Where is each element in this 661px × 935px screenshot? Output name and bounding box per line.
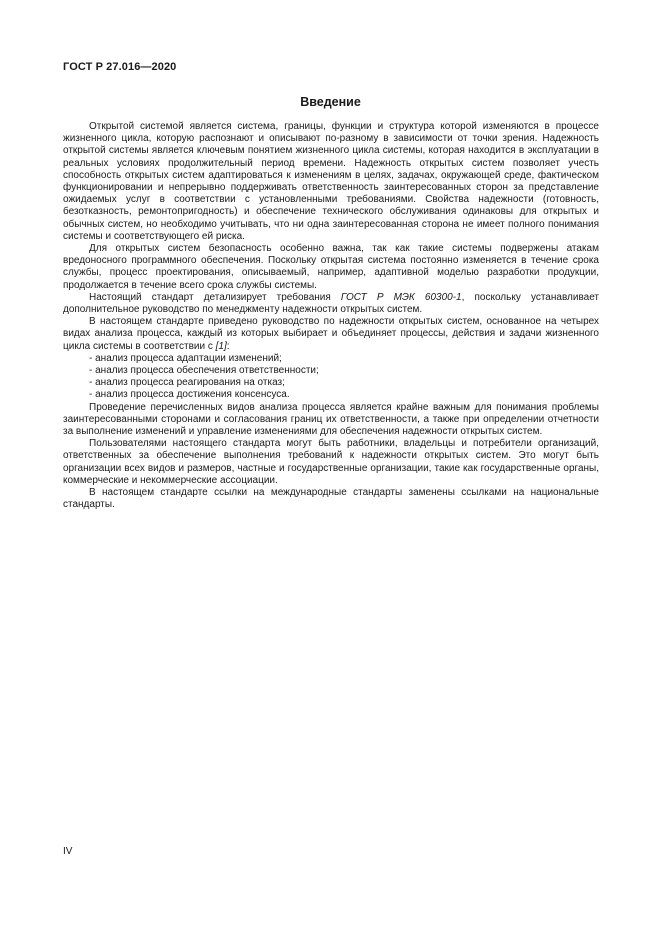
list-item: - анализ процесса реагирования на отказ;	[89, 377, 285, 389]
paragraph-text: , поскольку устанавливает дополнительное руководство по менеджменту надежности открытых систем.	[63, 291, 600, 316]
paragraph: Открытой системой является система, границы, функции и структура которой изменяются в процессе жизненного цикла, которую распознают и описывают по-разному в зависимости от точки зрения. Надежность открытой системы является ключевым понятием жизненного цикла системы, которая находится в эксплуатации в реальных условиях продолжительный период времени. Надежность открытых систем позволяет учесть способность открытых систем адаптироваться к изменениям в целях, задачах, окружающей среде, фактическом функционировании и непрерывно поддерживать ответственность заинтересованных сторон за представление ожидаемых услуг в соответствии с установленными требованиями. Свойства надежности (готовность, безотказность, ремонтопригодность) и обеспечение технического обслуживания одинаковы для открытых и обычных систем, но необходимо учитывать, что ни одна заинтересованная сторона не имеет полного понимания системы и соответствующего ей риска.	[63, 121, 599, 242]
paragraph-text: В настоящем стандарте приведено руководство по надежности открытых систем, основанное на четырех видах анализа процесса, каждый из которых выбирает и объединяет процессы, действия и задачи жизненного цикла системы в соответствии с	[63, 316, 599, 352]
analysis-list	[63, 353, 599, 402]
paragraph	[63, 316, 599, 353]
paragraph-text: :	[226, 340, 230, 352]
page-number: IV	[63, 846, 73, 857]
list-item: - анализ процесса адаптации изменений;	[89, 352, 282, 364]
paragraph: В настоящем стандарте ссылки на международные стандарты заменены ссылками на национальные стандарты.	[63, 487, 599, 511]
list-item: - анализ процесса достижения консенсуса.	[89, 389, 290, 401]
document-header: ГОСТ Р 27.016—2020	[63, 61, 177, 73]
bibliography-reference: [1]	[215, 340, 227, 352]
paragraph-text: Настоящий стандарт детализирует требования	[89, 291, 341, 303]
paragraph: Пользователями настоящего стандарта могут быть работники, владельцы и потребители организаций, ответственных за обеспечение выполнения требований к надежности открытых систем. Это могут быть организации всех видов и размеров, частные и государственные организации, такие как государственные органы, коммерческие и некоммерческие ассоциации.	[63, 438, 599, 486]
paragraph: Проведение перечисленных видов анализа процесса является крайне важным для понимания проблемы заинтересованными сторонами и согласования границ их ответственности, а также при определении отчетности за выполнение изменений и управление изменениями для обеспечения надежности открытых систем.	[63, 401, 599, 438]
list-item: - анализ процесса обеспечения ответственности;	[89, 365, 319, 377]
document-body	[63, 121, 599, 512]
standard-reference: ГОСТ Р МЭК 60300-1	[340, 291, 462, 303]
section-title: Введение	[300, 95, 361, 109]
paragraph: Для открытых систем безопасность особенно важна, так как такие системы подвержены атакам вредоносного программного обеспечения. Поскольку открытая система постоянно изменяется в течение срока службы, процесс проектирования, описываемый, например, адаптивной моделью разработки продукции, продолжается в течение всего срока службы системы.	[63, 243, 599, 291]
paragraph	[63, 292, 599, 316]
